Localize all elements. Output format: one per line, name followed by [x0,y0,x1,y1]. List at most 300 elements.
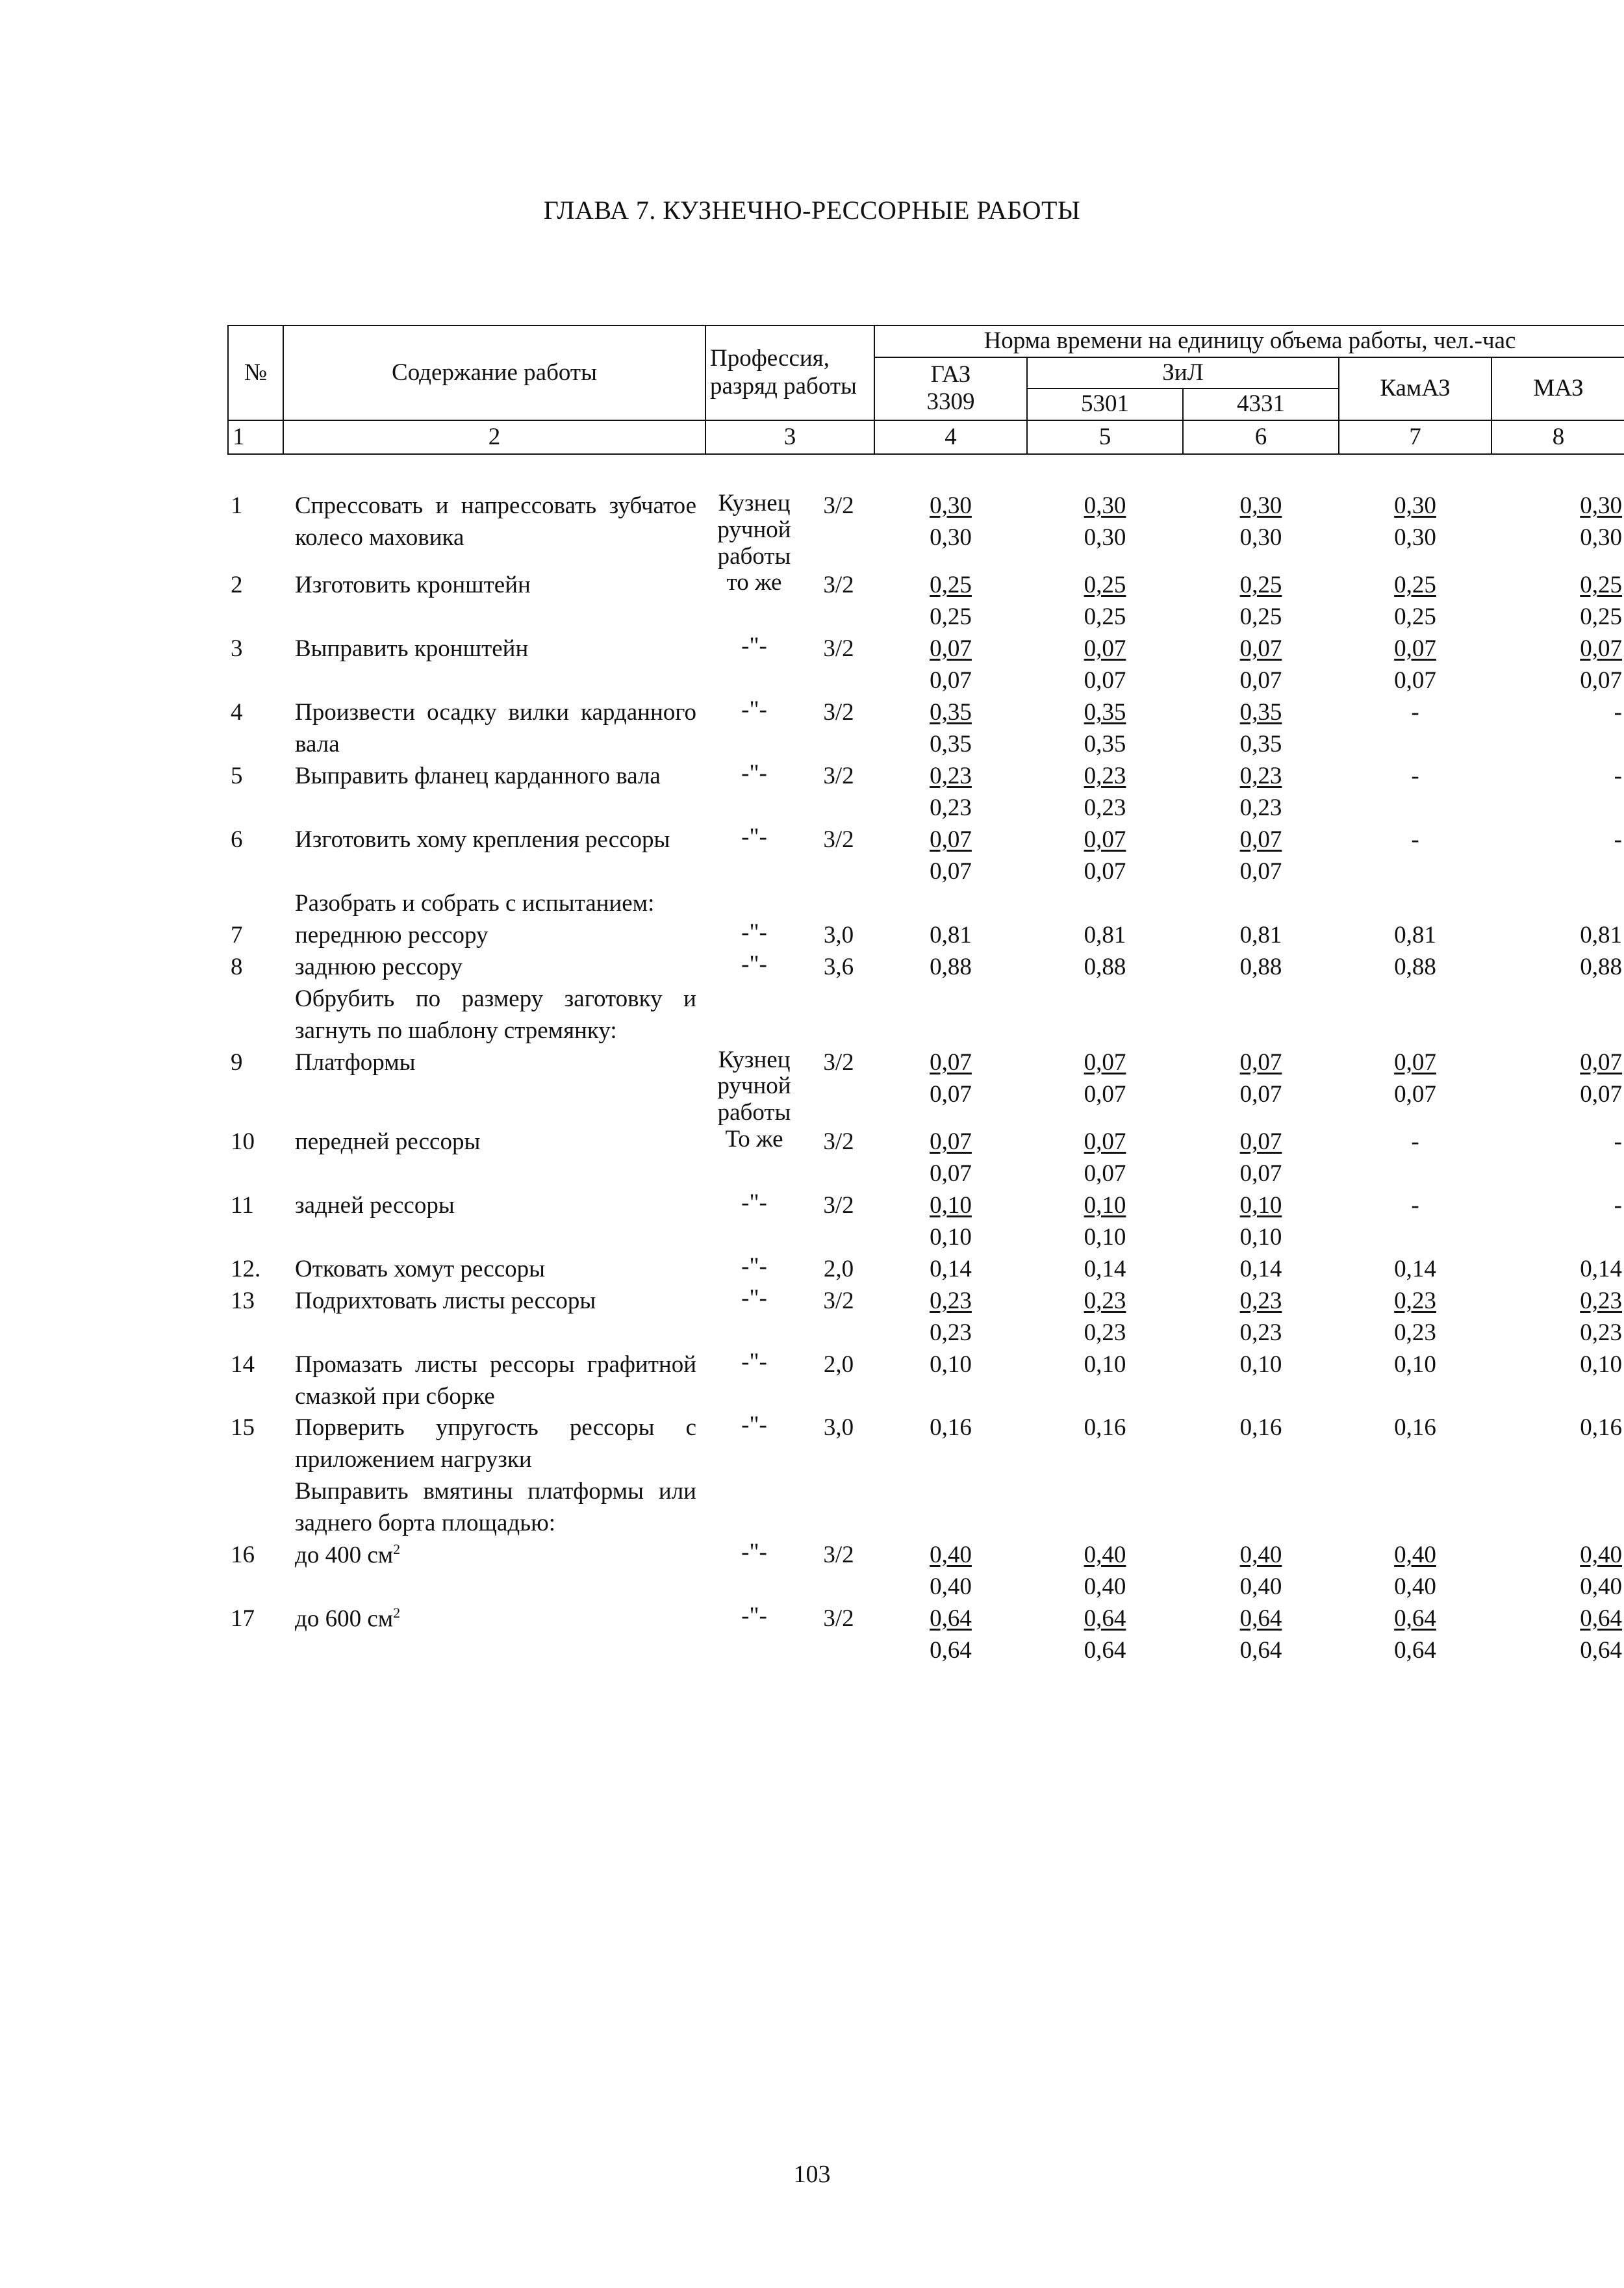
work-text: Произвести осадку вилки карданного вала [295,699,696,758]
col-number: 8 [1491,420,1624,455]
norm-value: 0,30 [1394,492,1436,520]
work-text: Отковать хомут рессоры [295,1255,545,1282]
work-description [283,952,705,984]
work-category: 3/2 [823,1541,854,1568]
norm-value-cell [874,490,1027,570]
work-text: Платформы [295,1049,416,1076]
col-number: 5 [1027,420,1183,455]
work-description [283,570,705,633]
norm-value: 0,14 [930,1255,972,1282]
norm-value-cell [1491,633,1624,697]
norm-value: 0,16 [930,1414,972,1442]
work-category: 3/2 [823,572,854,599]
profession: То же [725,1125,783,1152]
norm-value: 0,64 [1084,1605,1126,1632]
norm-value-cell [874,761,1027,824]
norm-value-cell [1339,1126,1491,1190]
norm-value: 0,07 [1580,1049,1622,1076]
norm-value: 0,07 [1580,667,1622,694]
norm-value: 0,81 [1394,922,1436,949]
header-gaz-model: 3309 [926,388,975,416]
norm-value: 0,81 [930,922,972,949]
norm-value: 0,14 [1580,1255,1622,1282]
table-row [228,1047,1624,1126]
norm-value: 0,10 [1580,1351,1622,1378]
table-row [228,1476,1624,1540]
row-number: 3 [231,635,243,663]
table-row [228,824,1624,888]
norm-value: 0,07 [1394,1049,1436,1076]
profession: -"- [741,919,767,947]
norm-value: 0,40 [1084,1573,1126,1600]
norm-value-cell [1339,1254,1491,1286]
norm-value-cell [1491,1190,1624,1254]
work-text: до 400 см [295,1542,394,1569]
norm-value-cell [1027,952,1183,984]
norm-value-cell [1491,570,1624,633]
norm-value-cell [1027,1047,1183,1126]
norm-value-cell [1339,633,1491,697]
norm-value: 0,30 [1239,524,1282,552]
norm-value: 0,07 [1580,635,1622,663]
norm-value-cell [1183,490,1339,570]
row-number: 10 [231,1128,255,1155]
work-description [283,1603,705,1667]
chapter-title: ГЛАВА 7. КУЗНЕЧНО-РЕССОРНЫЕ РАБОТЫ [543,196,1081,225]
header-gaz [874,357,1027,420]
work-text: Подрихтовать листы рессоры [295,1287,596,1314]
norm-value-cell [1183,1286,1339,1349]
norm-value-cell [1491,984,1624,1047]
norm-value: 0,25 [1580,604,1622,631]
norm-value-cell [1027,761,1183,824]
norm-value: 0,16 [1580,1414,1622,1442]
work-description [283,984,705,1047]
norm-value: 0,64 [1394,1605,1436,1632]
norm-value-cell [1491,1126,1624,1190]
work-text: Выправить вмятины платформы или заднего борта площадью: [295,1478,696,1536]
norm-value-cell [1183,1349,1339,1413]
norm-value: 0,88 [1580,954,1622,981]
norm-value: 0,07 [930,635,972,663]
work-text: Изготовить хому крепления рессоры [295,826,670,854]
norm-value: 0,35 [930,699,972,726]
norm-value-cell [1491,761,1624,824]
norm-value: 0,40 [930,1541,972,1568]
work-category: 3/2 [823,1605,854,1632]
table-row [228,1190,1624,1254]
norm-value: 0,88 [1084,954,1126,981]
norm-value: 0,07 [930,1080,972,1108]
table-row [228,888,1624,920]
norm-value: 0,64 [1084,1636,1126,1664]
row-number [228,888,283,920]
norm-value-cell [1183,633,1339,697]
norm-value-cell [1339,984,1491,1047]
norm-value-cell [1027,920,1183,952]
norm-value-cell [874,824,1027,888]
row-number: 5 [231,763,243,790]
norm-value: 0,81 [1580,922,1622,949]
column-numbers-row [228,420,1624,455]
norm-value: 0,30 [930,524,972,552]
norm-value: 0,23 [1239,1319,1282,1346]
row-number: 17 [231,1605,255,1632]
norm-value: 0,23 [1394,1319,1436,1346]
norm-value-cell [1027,570,1183,633]
table-row [228,1540,1624,1603]
norm-value: 0,07 [1239,1128,1282,1155]
work-text: Спрессовать и напрессовать зубчатое колесо маховика [295,492,696,552]
norm-value: 0,10 [930,1191,972,1219]
norm-value: 0,07 [1084,1128,1126,1155]
table-row [228,1412,1624,1476]
norm-value: 0,07 [1394,1080,1436,1108]
norm-value: 0,07 [1239,635,1282,663]
norm-value: 0,10 [1239,1191,1282,1219]
col-number: 4 [874,420,1027,455]
norm-value: 0,07 [1239,1160,1282,1187]
norm-value-cell [1491,697,1624,761]
work-category: 3/2 [823,763,854,790]
norm-value-cell [1491,824,1624,888]
header-kamaz: КамАЗ [1339,357,1491,420]
norm-value-cell [874,952,1027,984]
norm-value-cell [1027,633,1183,697]
norm-value: - [1614,1191,1622,1219]
norm-value-cell [1491,490,1624,570]
norm-value: 0,14 [1394,1255,1436,1282]
row-number: 7 [231,922,243,949]
profession: -"- [741,1189,767,1216]
norm-value-cell [1027,1603,1183,1667]
work-category: 3/2 [823,492,854,520]
norm-value: 0,35 [930,731,972,758]
col-number: 1 [228,420,283,455]
table-header [228,325,1624,454]
norm-value-cell [1339,888,1491,920]
norm-value: 0,07 [1239,1080,1282,1108]
norm-value: 0,64 [1580,1636,1622,1664]
work-description [283,1190,705,1254]
header-zil: ЗиЛ [1027,357,1339,389]
col-number: 2 [283,420,705,455]
profession: -"- [741,633,767,660]
norm-value: 0,64 [1580,1605,1622,1632]
norm-value-cell [1027,888,1183,920]
norm-value-cell [1339,952,1491,984]
norm-value: 0,25 [1084,604,1126,631]
work-category: 3,0 [823,922,854,949]
profession [705,984,803,1047]
work-description [283,761,705,824]
work-text: Промазать листы рессоры графитной смазкой при сборке [295,1351,696,1410]
norm-value: 0,81 [1084,922,1126,949]
norm-value: 0,30 [1239,492,1282,520]
row-number: 13 [231,1287,255,1314]
norm-value: 0,07 [1239,667,1282,694]
norm-value: 0,07 [1084,667,1126,694]
norm-value: 0,30 [1084,492,1126,520]
norm-value: 0,07 [930,858,972,885]
norm-value: 0,64 [930,1636,972,1664]
norm-value-cell [1183,1047,1339,1126]
work-text: переднюю рессору [295,922,488,949]
table-row [228,490,1624,570]
norm-value: 0,07 [930,1049,972,1076]
row-number: 6 [231,826,243,854]
header-zil-4331: 4331 [1183,388,1339,420]
norm-value-cell [1491,888,1624,920]
norm-value-cell [874,888,1027,920]
row-number: 11 [231,1191,254,1219]
norm-value-cell [1339,1540,1491,1603]
work-category [803,888,874,920]
header-zil-5301: 5301 [1027,388,1183,420]
table-row [228,952,1624,984]
norm-value-cell [1183,1254,1339,1286]
work-description [283,1540,705,1603]
norm-value: 0,40 [930,1573,972,1600]
norm-value: 0,14 [1084,1255,1126,1282]
norm-value: - [1614,826,1622,854]
work-category: 2,0 [823,1255,854,1282]
work-category [803,1476,874,1540]
norm-value-cell [874,984,1027,1047]
work-category: 3/2 [823,635,854,663]
row-number [228,984,283,1047]
norm-value: 0,10 [1239,1351,1282,1378]
norm-value: 0,25 [1239,604,1282,631]
norm-value-cell [1183,824,1339,888]
work-description [283,920,705,952]
table-row [228,697,1624,761]
norm-value: 0,16 [1394,1414,1436,1442]
norm-value: 0,07 [1239,826,1282,854]
norm-value-cell [1339,570,1491,633]
norm-value: 0,16 [1084,1414,1126,1442]
work-category: 3,6 [823,954,854,981]
norm-value: 0,23 [1084,1319,1126,1346]
norm-value-cell [1027,984,1183,1047]
norm-value: 0,25 [930,572,972,599]
norm-value: 0,35 [1084,731,1126,758]
norm-value: - [1614,763,1622,790]
table-row [228,1603,1624,1667]
header-work: Содержание работы [283,325,705,420]
norm-value: 0,10 [1084,1191,1126,1219]
norm-value-cell [1339,1286,1491,1349]
norm-value-cell [1183,1603,1339,1667]
norm-value-cell [1491,1286,1624,1349]
norm-value-cell [1339,490,1491,570]
work-text: Выправить кронштейн [295,635,529,663]
norm-value-cell [1183,1412,1339,1476]
norm-value-cell [1027,1286,1183,1349]
work-text: Порверить упругость рессоры с приложением нагрузки [295,1414,696,1473]
profession: -"- [741,1348,767,1375]
work-description [283,1126,705,1190]
norm-value: - [1411,699,1419,726]
norm-value-cell [1027,1476,1183,1540]
norm-value: 0,16 [1239,1414,1282,1442]
norm-value-cell [1339,1476,1491,1540]
norm-value: 0,23 [1580,1287,1622,1314]
norm-value-cell [1339,920,1491,952]
profession: -"- [741,1412,767,1439]
norm-value: 0,10 [1239,1223,1282,1251]
work-description [283,1286,705,1349]
profession: Кузнец ручной работы [717,490,791,570]
table-row [228,920,1624,952]
time-norms-table [227,325,1624,1667]
norm-value-cell [1339,824,1491,888]
work-description [283,633,705,697]
table-row [228,633,1624,697]
norm-value-cell [874,920,1027,952]
norm-value: 0,23 [1394,1287,1436,1314]
norm-value-cell [874,1047,1027,1126]
norm-value-cell [874,1254,1027,1286]
table-row [228,1349,1624,1413]
norm-value-cell [1183,1476,1339,1540]
table-row [228,570,1624,633]
norm-value: 0,23 [1239,763,1282,790]
table-row [228,761,1624,824]
norm-value-cell [1183,920,1339,952]
norm-value-cell [874,1476,1027,1540]
norm-value-cell [874,1349,1027,1413]
norm-value: 0,40 [1239,1541,1282,1568]
norm-value-cell [1183,984,1339,1047]
norm-value: 0,23 [1084,763,1126,790]
row-number: 1 [231,492,243,520]
work-category: 3/2 [823,1287,854,1314]
row-number: 15 [231,1414,255,1442]
norm-value-cell [1339,761,1491,824]
row-number: 12. [231,1255,261,1282]
row-number [228,1476,283,1540]
norm-value-cell [1183,697,1339,761]
profession [705,888,803,920]
table-row [228,1126,1624,1190]
col-number: 6 [1183,420,1339,455]
norm-value: 0,10 [1394,1351,1436,1378]
norm-value: 0,23 [1084,1287,1126,1314]
work-text: заднюю рессору [295,954,463,981]
norm-value: 0,64 [1239,1636,1282,1664]
col-number: 7 [1339,420,1491,455]
norm-value: 0,07 [1084,1160,1126,1187]
norm-value: 0,07 [1239,858,1282,885]
norm-value: 0,25 [1394,572,1436,599]
header-norm: Норма времени на единицу объема работы, чел.-час [874,325,1624,357]
norm-value-cell [1183,1540,1339,1603]
norm-value-cell [874,1126,1027,1190]
norm-value: 0,40 [1239,1573,1282,1600]
norm-value: 0,30 [930,492,972,520]
profession: то же [726,569,782,596]
norm-value: 0,35 [1239,699,1282,726]
norm-value-cell [1339,697,1491,761]
norm-value-cell [1491,1603,1624,1667]
norm-value: 0,07 [1084,858,1126,885]
norm-value-cell [1183,1126,1339,1190]
norm-value: 0,07 [1394,635,1436,663]
norm-value-cell [1339,1047,1491,1126]
work-description [283,490,705,570]
superscript: 2 [393,1540,401,1557]
norm-value-cell [1491,952,1624,984]
norm-value: 0,40 [1580,1541,1622,1568]
header-maz: МАЗ [1491,357,1624,420]
profession: -"- [741,824,767,851]
norm-value-cell [1027,1540,1183,1603]
norm-value: 0,10 [1084,1223,1126,1251]
work-text: Разобрать и собрать с испытанием: [295,890,655,917]
col-number: 3 [705,420,874,455]
norm-value: 0,35 [1239,731,1282,758]
work-description [283,1349,705,1413]
row-number: 14 [231,1351,255,1378]
work-description [283,1254,705,1286]
norm-value: 0,07 [1394,667,1436,694]
norm-value-cell [1183,888,1339,920]
norm-value: 0,07 [1084,826,1126,854]
profession: -"- [741,1284,767,1312]
norm-value-cell [1183,761,1339,824]
work-category: 3/2 [823,1049,854,1076]
norm-value-cell [874,570,1027,633]
norm-value-cell [1027,1190,1183,1254]
norm-value: 0,64 [1239,1605,1282,1632]
norm-value: - [1411,826,1419,854]
norm-value-cell [1491,1254,1624,1286]
norm-value: 0,07 [930,1160,972,1187]
work-text: Выправить фланец карданного вала [295,763,661,790]
norm-value: 0,10 [930,1223,972,1251]
row-number: 9 [231,1049,243,1076]
norm-value-cell [1491,1476,1624,1540]
norm-value-cell [1027,824,1183,888]
work-description [283,1476,705,1540]
norm-value-cell [1491,1540,1624,1603]
row-number: 4 [231,699,243,726]
norm-value-cell [1491,1412,1624,1476]
norm-value-cell [1339,1603,1491,1667]
norm-value: 0,23 [930,794,972,822]
norm-value: 0,25 [1239,572,1282,599]
work-category: 3,0 [823,1414,854,1442]
work-category: 3/2 [823,1191,854,1219]
row-number: 2 [231,572,243,599]
profession: -"- [741,1602,767,1629]
norm-value: 0,23 [930,1319,972,1346]
norm-value: 0,07 [1084,1049,1126,1076]
norm-value: 0,30 [1394,524,1436,552]
page-number: 103 [793,2161,831,2188]
norm-value: 0,23 [930,1287,972,1314]
profession [705,1476,803,1540]
norm-value-cell [1027,490,1183,570]
norm-value-cell [1339,1190,1491,1254]
work-description [283,697,705,761]
norm-value: 0,40 [1394,1573,1436,1600]
work-category: 3/2 [823,826,854,854]
norm-value: 0,88 [1239,954,1282,981]
norm-value-cell [874,1286,1027,1349]
table-row [228,1254,1624,1286]
